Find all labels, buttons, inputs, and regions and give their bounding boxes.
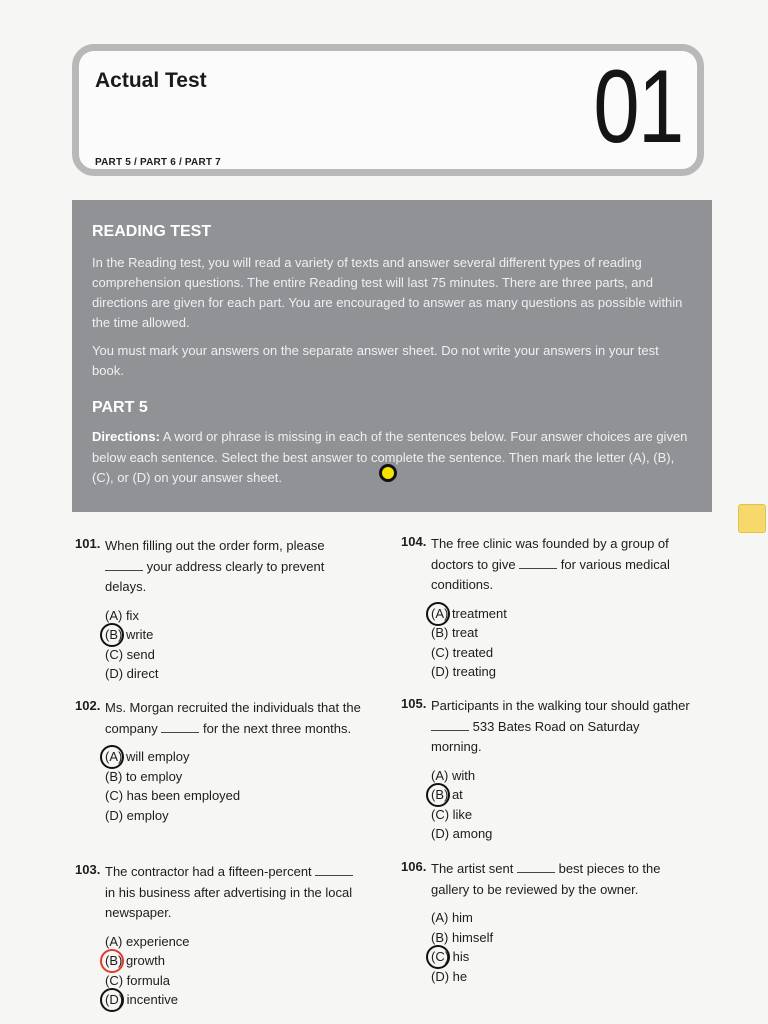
test-header-card — [72, 44, 704, 176]
reading-paragraph-2: You must mark your answers on the separate answer sheet. Do not write your answers in your test book. — [92, 343, 659, 378]
answer-option-label: (C) send — [105, 646, 155, 662]
answer-blank — [161, 722, 199, 733]
question-stem-start: The contractor had a fifteen-percent — [105, 864, 316, 879]
answer-option[interactable] — [431, 623, 691, 643]
answer-options — [431, 766, 691, 844]
reading-heading: READING TEST — [92, 223, 212, 240]
hand-drawn-answer-circle — [100, 949, 124, 973]
question-stem-end: 533 Bates Road on Saturday morning. — [431, 718, 640, 754]
answer-option[interactable] — [431, 908, 691, 928]
answer-option[interactable] — [105, 625, 365, 645]
answer-option[interactable] — [431, 766, 691, 786]
answer-option-label: (D) incentive — [105, 992, 178, 1007]
question-number: 105. — [401, 696, 427, 711]
answer-option-label: (A) with — [431, 767, 476, 783]
question-stem-start: Ms. Morgan recruited the individuals that the company — [105, 700, 361, 736]
directions-label: Directions: — [92, 429, 160, 444]
answer-option-label: (A) will employ — [105, 749, 190, 764]
question-number: 103. — [75, 862, 101, 877]
question-stem-end: best pieces to the gallery to be reviewed by the owner. — [431, 861, 661, 897]
question-number: 106. — [401, 859, 427, 874]
answer-option[interactable] — [105, 971, 365, 991]
answer-option-label: (B) treat — [431, 625, 478, 640]
question-stem — [431, 534, 691, 596]
question-stem-start: When filling out the order form, please — [105, 538, 325, 553]
answer-option[interactable] — [105, 932, 365, 952]
test-title: Actual Test — [95, 69, 207, 92]
answer-option-label: (B) himself — [431, 929, 494, 945]
yellow-cursor-dot — [379, 464, 397, 482]
answer-option-label: (C) has been employed — [105, 788, 241, 803]
answer-option[interactable] — [431, 947, 691, 967]
question-stem — [431, 859, 691, 900]
directions-text: A word or phrase is missing in each of the sentences below. Four answer choices are given below each sentence. Select the best answer to complete the sentence. Then mark the letter (A), (B), (C), or (D) on your answer sheet. — [92, 429, 688, 485]
question-stem-end: for the next three months. — [199, 720, 352, 736]
answer-option[interactable] — [431, 824, 691, 844]
answer-option-label: (B) to employ — [105, 768, 183, 784]
answer-option-label: (D) among — [431, 826, 493, 841]
hand-drawn-answer-circle — [100, 988, 124, 1012]
answer-option[interactable] — [431, 604, 691, 624]
answer-blank — [315, 865, 353, 876]
answer-option[interactable] — [105, 767, 365, 787]
answer-options — [105, 747, 365, 825]
question-stem-end: for various medical conditions. — [431, 556, 670, 592]
hand-drawn-answer-circle — [100, 745, 124, 769]
answer-option-label: (B) growth — [105, 953, 165, 968]
question-number: 101. — [75, 536, 101, 551]
answer-option-label: (B) at — [431, 787, 463, 802]
hand-drawn-answer-circle — [426, 945, 450, 969]
answer-option-label: (B) write — [105, 627, 154, 642]
question-106 — [401, 859, 691, 986]
answer-option[interactable] — [431, 785, 691, 805]
test-number: 01 — [593, 49, 683, 165]
sticky-note-icon[interactable] — [738, 504, 766, 533]
question-stem-end: your address clearly to prevent delays. — [105, 558, 325, 594]
answer-option[interactable] — [431, 662, 691, 682]
question-stem-start: Participants in the walking tour should gather — [431, 698, 690, 713]
answer-option[interactable] — [105, 806, 365, 826]
answer-options — [105, 932, 365, 1010]
reading-paragraph-1: In the Reading test, you will read a variety of texts and answer several different types of reading comprehension questions. The entire Reading test will last 75 minutes. There are three parts, and directions are given for each part. You are encouraged to answer as many questions as possible within the time allowed. — [92, 255, 683, 330]
answer-option-label: (D) employ — [105, 807, 169, 823]
question-number: 102. — [75, 698, 101, 713]
answer-options — [105, 606, 365, 684]
answer-option[interactable] — [105, 747, 365, 767]
answer-option-label: (C) like — [431, 806, 473, 822]
answer-option-label: (D) direct — [105, 666, 159, 681]
answer-option[interactable] — [431, 967, 691, 987]
answer-option[interactable] — [105, 664, 365, 684]
answer-option-label: (D) treating — [431, 664, 497, 679]
question-103 — [75, 862, 365, 1010]
question-102 — [75, 698, 365, 825]
hand-drawn-answer-circle — [426, 602, 450, 626]
question-104 — [401, 534, 691, 682]
answer-option-label: (C) his — [431, 949, 470, 964]
question-101 — [75, 536, 365, 684]
answer-option[interactable] — [431, 643, 691, 663]
answer-option[interactable] — [431, 805, 691, 825]
answer-option-label: (A) fix — [105, 607, 139, 623]
hand-drawn-answer-circle — [426, 783, 450, 807]
answer-option-label: (C) treated — [431, 644, 494, 660]
question-stem — [105, 536, 365, 598]
answer-option-label: (A) experience — [105, 933, 190, 949]
answer-option-label: (D) he — [431, 968, 468, 984]
answer-blank — [517, 862, 555, 873]
answer-option[interactable] — [105, 606, 365, 626]
answer-blank — [431, 720, 469, 731]
answer-options — [431, 604, 691, 682]
answer-option[interactable] — [105, 645, 365, 665]
answer-option-label: (A) treatment — [431, 605, 507, 621]
question-105 — [401, 696, 691, 844]
answer-options — [431, 908, 691, 986]
answer-option[interactable] — [105, 786, 365, 806]
question-stem — [105, 698, 365, 739]
question-stem — [431, 696, 691, 758]
question-stem — [105, 862, 365, 924]
question-stem-start: The artist sent — [431, 861, 517, 876]
question-stem-start: The free clinic was founded by a group of doctors to give — [431, 536, 669, 572]
answer-option-label: (A) him — [431, 910, 473, 925]
part-heading: PART 5 — [92, 399, 148, 416]
question-number: 104. — [401, 534, 427, 549]
hand-drawn-answer-circle — [100, 623, 124, 647]
answer-blank — [519, 558, 557, 569]
answer-option[interactable] — [105, 951, 365, 971]
answer-option[interactable] — [431, 928, 691, 948]
question-stem-end: in his business after advertising in the local newspaper. — [105, 884, 353, 920]
test-parts: PART 5 / PART 6 / PART 7 — [95, 157, 221, 168]
answer-blank — [105, 560, 143, 571]
answer-option[interactable] — [105, 990, 365, 1010]
answer-option-label: (C) formula — [105, 972, 171, 988]
